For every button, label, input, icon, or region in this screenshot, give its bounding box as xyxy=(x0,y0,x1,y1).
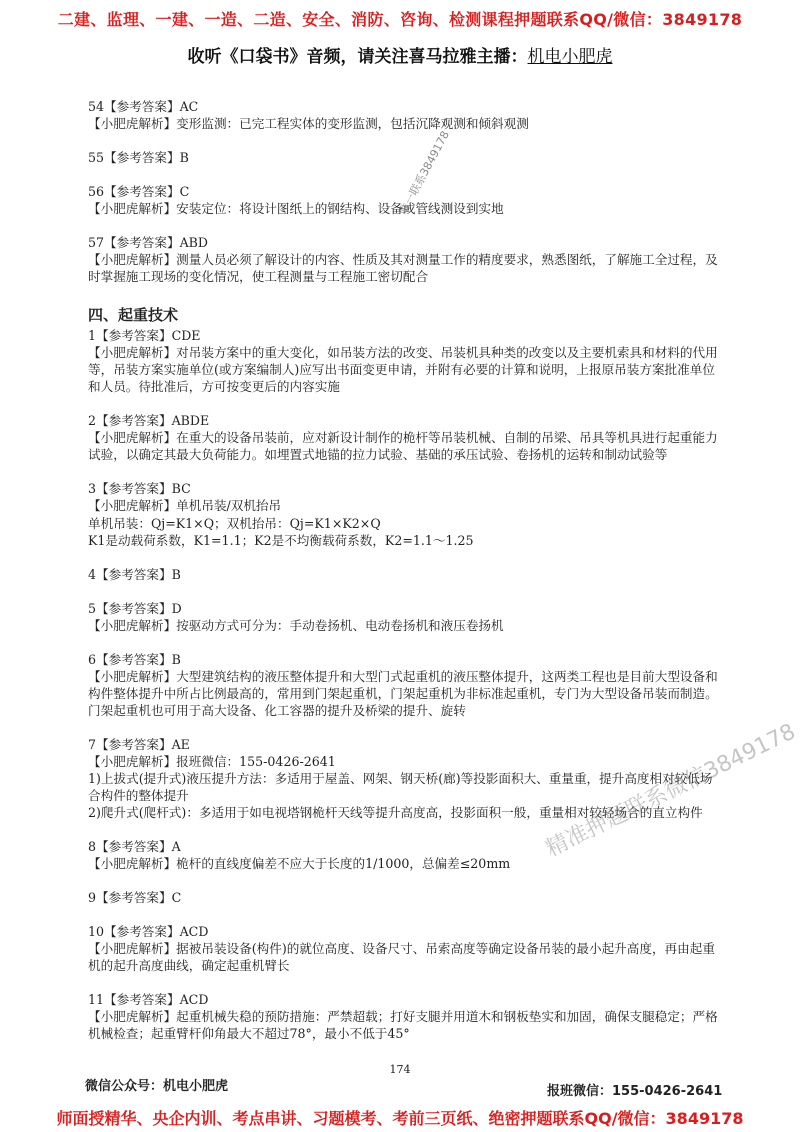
footer-wechat-account: 微信公众号：机电小肥虎 xyxy=(85,1079,229,1094)
answer-content xyxy=(88,98,724,1059)
watermark-diagonal: 唯一联系3849178 xyxy=(396,128,452,218)
method-line: 1)上拔式(提升式)液压提升方法：多适用于屋盖、网架、钢天桥(廊)等投影面积大、重量重，提升高度相对较低场合构件的整体提升 xyxy=(88,771,713,803)
analysis-line: 【小肥虎解析】单机吊装/双机抬吊 xyxy=(88,498,282,513)
analysis-line: 【小肥虎解析】按驱动方式可分为：手动卷扬机、电动卷扬机和液压卷扬机 xyxy=(88,618,504,633)
answer-line: 5【参考答案】D xyxy=(88,601,182,616)
answer-line: 55【参考答案】B xyxy=(88,150,189,165)
answer-line: 57【参考答案】ABD xyxy=(88,235,209,250)
analysis-line: 【小肥虎解析】测量人员必须了解设计的内容、性质及其对测量工作的精度要求，熟悉图纸，了解施工全过程，及时掌握施工现场的变化情况，使工程测量与工程施工密切配合 xyxy=(88,252,718,284)
answer-item-9 xyxy=(88,889,724,906)
answer-item-10 xyxy=(88,923,724,974)
answer-line: 4【参考答案】B xyxy=(88,567,181,582)
analysis-line: 【小肥虎解析】对吊装方案中的重大变化，如吊装方法的改变、吊装机具种类的改变以及主要机索具和材料的代用等，吊装方案实施单位(或方案编制人)应写出书面变更申请，并附有必要的计算和说明，上报原吊装方案批准单位和人员。待批准后，方可按变更后的内容实施 xyxy=(88,345,718,394)
analysis-line: 【小肥虎解析】起重机械失稳的预防措施：严禁超载；打好支腿并用道木和钢板垫实和加固，确保支腿稳定；严格机械检查；起重臂杆仰角最大不超过78°，最小不低于45° xyxy=(88,1009,718,1041)
analysis-line: 【小肥虎解析】据被吊装设备(构件)的就位高度、设备尺寸、吊索高度等确定设备吊装的最小起升高度，再由起重机的起升高度曲线，确定起重机臂长 xyxy=(88,941,715,973)
answer-line: 9【参考答案】C xyxy=(88,890,182,905)
watermark-diagonal-large: 精准押题联系微信3849178 xyxy=(542,719,800,862)
analysis-line: 【小肥虎解析】变形监测：已完工程实体的变形监测，包括沉降观测和倾斜观测 xyxy=(88,116,529,131)
page-number: 174 xyxy=(389,1063,411,1076)
answer-item-2 xyxy=(88,412,724,463)
answer-line: 3【参考答案】BC xyxy=(88,481,191,496)
analysis-line: 【小肥虎解析】大型建筑结构的液压整体提升和大型门式起重机的液压整体提升，这两类工程也是目前大型设备和构件整体提升中所占比例最高的，常用到门架起重机，门架起重机为非标准起重机，专门为大型设备吊装而制造。门架起重机也可用于高大设备、化工容器的提升及桥梁的提升、旋转 xyxy=(88,669,718,718)
answer-item-1 xyxy=(88,327,724,395)
answer-line: 54【参考答案】AC xyxy=(88,99,199,114)
method-line: 2)爬升式(爬杆式)：多适用于如电视塔钢桅杆天线等提升高度高，投影面积一般，重量相对较轻场合的直立构件 xyxy=(88,805,703,820)
audio-promo-line xyxy=(0,42,800,67)
answer-item-54 xyxy=(88,98,724,132)
answer-item-8 xyxy=(88,838,724,872)
bottom-promo-banner: 师面授精华、央企内训、考点串讲、习题模考、考前三页纸、绝密押题联系QQ/微信：3849178 xyxy=(56,1109,744,1128)
answer-line: 11【参考答案】ACD xyxy=(88,992,209,1007)
answer-item-57 xyxy=(88,234,724,285)
answer-line: 10【参考答案】ACD xyxy=(88,924,209,939)
answer-line: 6【参考答案】B xyxy=(88,652,181,667)
answer-item-6 xyxy=(88,651,724,719)
audio-promo-text: 收听《口袋书》音频，请关注喜马拉雅主播： xyxy=(187,47,528,67)
analysis-line: 【小肥虎解析】在重大的设备吊装前，应对新设计制作的桅杆等吊装机械、自制的吊梁、吊具等机具进行起重能力试验，以确定其最大负荷能力。如埋置式地锚的拉力试验、基础的承压试验、卷扬机的运转和制动试验等 xyxy=(88,430,718,462)
analysis-line: 【小肥虎解析】安装定位：将设计图纸上的钢结构、设备或管线测设到实地 xyxy=(88,201,504,216)
section-heading: 四、起重技术 xyxy=(88,306,179,324)
analysis-line: 【小肥虎解析】桅杆的直线度偏差不应大于长度的1/1000，总偏差≤20mm xyxy=(88,856,511,871)
top-promo-banner: 二建、监理、一建、一造、二造、安全、消防、咨询、检测课程押题联系QQ/微信：3849178 xyxy=(57,10,743,29)
formula-line: 单机吊装：Qj=K1×Q；双机抬吊：Qj=K1×K2×Q xyxy=(88,516,381,531)
answer-item-55 xyxy=(88,149,724,166)
answer-line: 2【参考答案】ABDE xyxy=(88,413,210,428)
analysis-line: 【小肥虎解析】报班微信：155-0426-2641 xyxy=(88,754,336,769)
answer-line: 1【参考答案】CDE xyxy=(88,328,201,343)
answer-item-11 xyxy=(88,991,724,1042)
answer-item-4 xyxy=(88,566,724,583)
answer-item-3 xyxy=(88,480,724,549)
answer-item-5 xyxy=(88,600,724,634)
answer-line: 8【参考答案】A xyxy=(88,839,181,854)
footer-signup-wechat: 报班微信：155-0426-2641 xyxy=(547,1084,723,1099)
anchor-name: 机电小肥虎 xyxy=(527,47,613,67)
answer-line: 7【参考答案】AE xyxy=(88,737,190,752)
formula-note-line: K1是动载荷系数，K1=1.1；K2是不均衡载荷系数，K2=1.1～1.25 xyxy=(88,533,474,548)
answer-line: 56【参考答案】C xyxy=(88,184,190,199)
